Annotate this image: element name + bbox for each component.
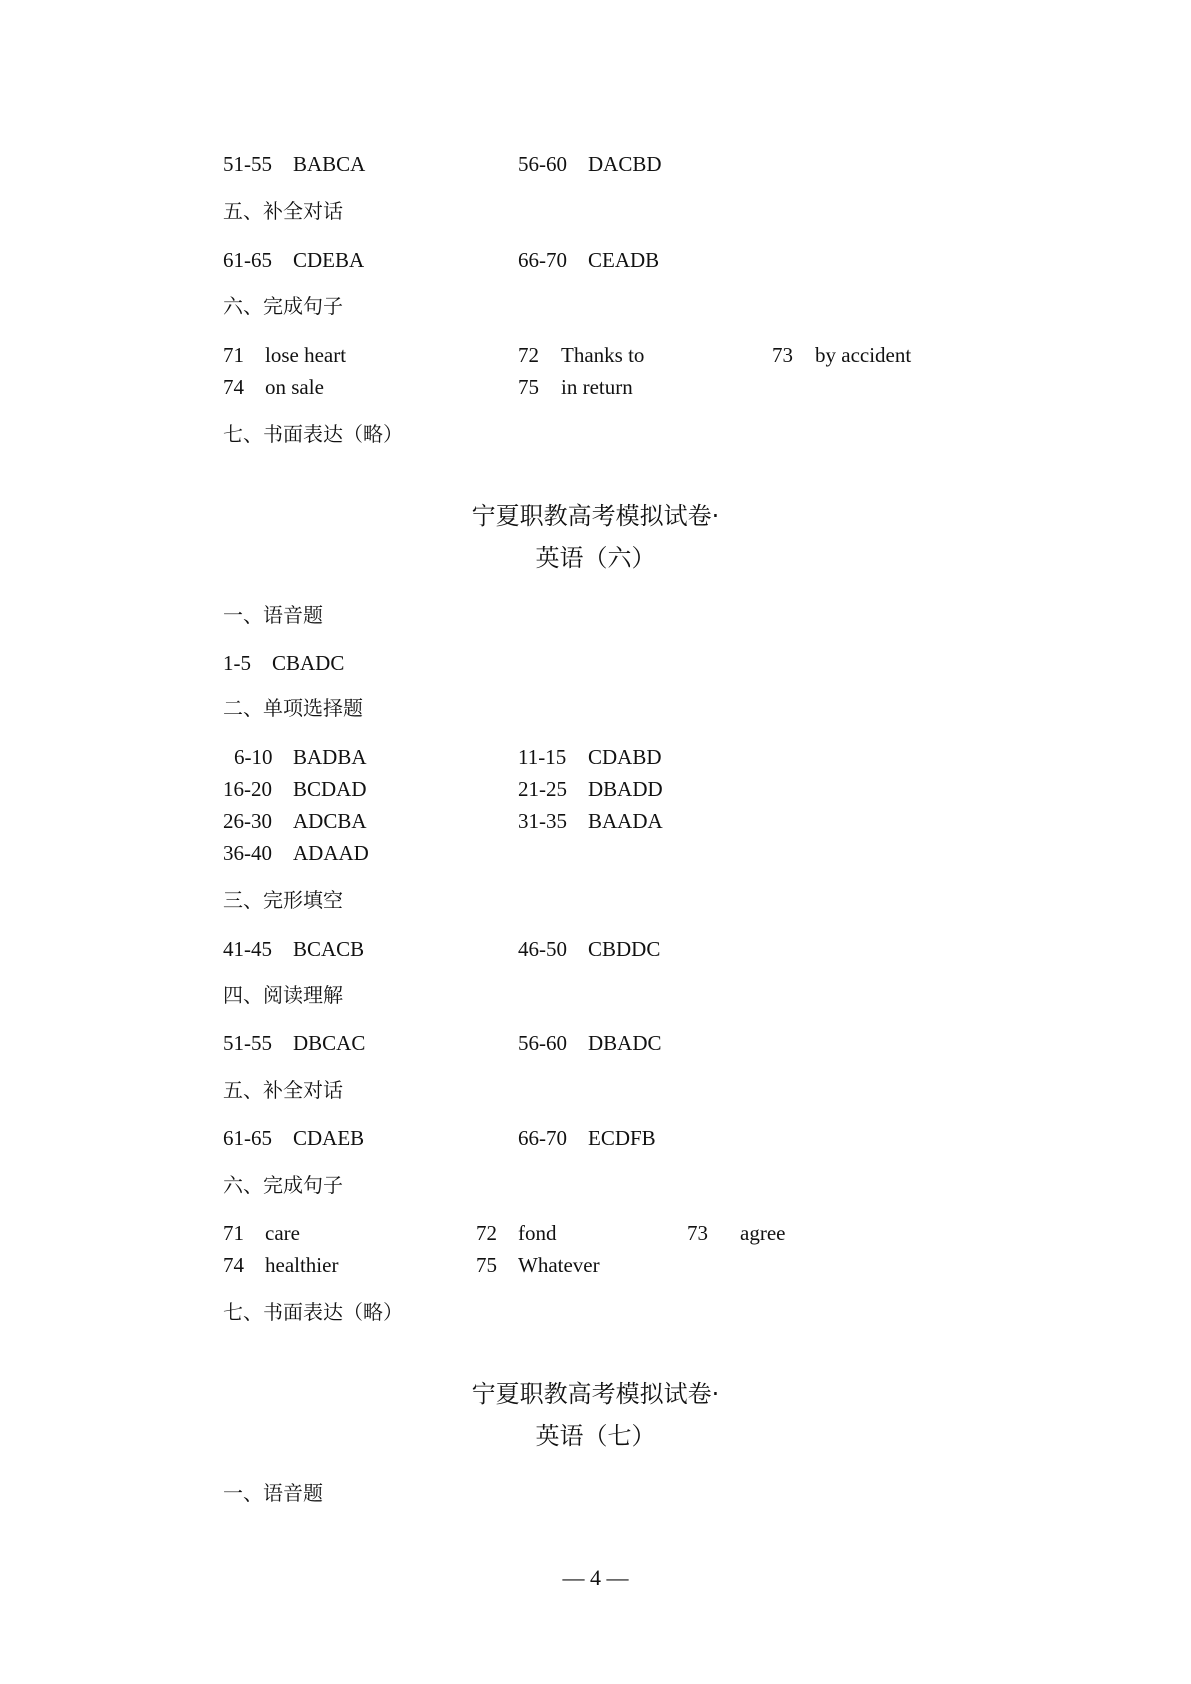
- answer-range: 11-15: [518, 745, 567, 769]
- sentence-number: 73: [772, 343, 793, 367]
- section-heading-dialogue: 五、补全对话: [223, 199, 343, 223]
- answer-range: 1-5: [223, 651, 251, 675]
- answer-range: 51-55: [223, 152, 272, 176]
- sentence-answer: Whatever: [518, 1253, 600, 1277]
- section-heading-sentence: 六、完成句子: [223, 1173, 343, 1197]
- answer-value: BADBA: [293, 745, 367, 769]
- answer-value: DBADC: [588, 1031, 662, 1055]
- answer-value: BCDAD: [293, 777, 367, 801]
- section-heading-phonetics: 一、语音题: [223, 603, 323, 627]
- answer-range: 46-50: [518, 937, 567, 961]
- answer-value: BABCA: [293, 152, 366, 176]
- section-heading-writing: 七、书面表达（略）: [223, 1300, 403, 1324]
- answer-range: 56-60: [518, 152, 567, 176]
- sentence-number: 73: [687, 1221, 708, 1245]
- answer-range: 41-45: [223, 937, 272, 961]
- answer-value: CDAEB: [293, 1126, 365, 1150]
- answer-value: CEADB: [588, 248, 660, 272]
- sentence-number: 71: [223, 343, 244, 367]
- sentence-number: 71: [223, 1221, 244, 1245]
- answer-value: ADAAD: [293, 841, 369, 865]
- answer-value: DBADD: [588, 777, 663, 801]
- exam-title: 宁夏职教高考模拟试卷·: [471, 502, 720, 530]
- sentence-answer: fond: [518, 1221, 557, 1245]
- answer-value: CDABD: [588, 745, 662, 769]
- sentence-answer: on sale: [265, 375, 324, 399]
- section-heading-reading: 四、阅读理解: [223, 983, 343, 1007]
- answer-range: 31-35: [518, 809, 567, 833]
- page-number: — 4 —: [562, 1565, 629, 1590]
- answer-value: BAADA: [588, 809, 663, 833]
- sentence-answer: healthier: [265, 1253, 339, 1277]
- answer-range: 51-55: [223, 1031, 272, 1055]
- answer-range: 16-20: [223, 777, 272, 801]
- answer-range: 61-65: [223, 1126, 272, 1150]
- section-heading-writing: 七、书面表达（略）: [223, 422, 403, 446]
- answer-value: DBCAC: [293, 1031, 366, 1055]
- sentence-answer: agree: [740, 1221, 786, 1245]
- answer-value: CDEBA: [293, 248, 365, 272]
- answer-value: CBDDC: [588, 937, 661, 961]
- sentence-number: 74: [223, 375, 244, 399]
- exam-subtitle: 英语（七）: [535, 1422, 656, 1450]
- sentence-number: 75: [518, 375, 539, 399]
- answer-range: 61-65: [223, 248, 272, 272]
- sentence-answer: by accident: [815, 343, 912, 367]
- sentence-answer: lose heart: [265, 343, 347, 367]
- answer-value: CBADC: [272, 651, 345, 675]
- answer-range: 56-60: [518, 1031, 567, 1055]
- answer-value: ADCBA: [293, 809, 367, 833]
- exam-title: 宁夏职教高考模拟试卷·: [471, 1380, 720, 1408]
- section-heading-dialogue: 五、补全对话: [223, 1078, 343, 1102]
- answer-value: BCACB: [293, 937, 365, 961]
- section-heading-choice: 二、单项选择题: [223, 696, 363, 720]
- exam-subtitle: 英语（六）: [535, 544, 656, 572]
- answer-value: ECDFB: [588, 1126, 656, 1150]
- sentence-answer: in return: [561, 375, 633, 399]
- section-heading-sentence: 六、完成句子: [223, 294, 343, 318]
- sentence-answer: care: [265, 1221, 300, 1245]
- answer-value: DACBD: [588, 152, 662, 176]
- answer-range: 6-10: [234, 745, 273, 769]
- sentence-number: 74: [223, 1253, 244, 1277]
- sentence-number: 72: [518, 343, 539, 367]
- sentence-number: 72: [476, 1221, 497, 1245]
- section-heading-phonetics: 一、语音题: [223, 1481, 323, 1505]
- answer-range: 66-70: [518, 1126, 567, 1150]
- sentence-number: 75: [476, 1253, 497, 1277]
- answer-range: 21-25: [518, 777, 567, 801]
- answer-range: 66-70: [518, 248, 567, 272]
- section-heading-cloze: 三、完形填空: [223, 888, 343, 912]
- sentence-answer: Thanks to: [561, 343, 645, 367]
- answer-range: 36-40: [223, 841, 272, 865]
- answer-range: 26-30: [223, 809, 272, 833]
